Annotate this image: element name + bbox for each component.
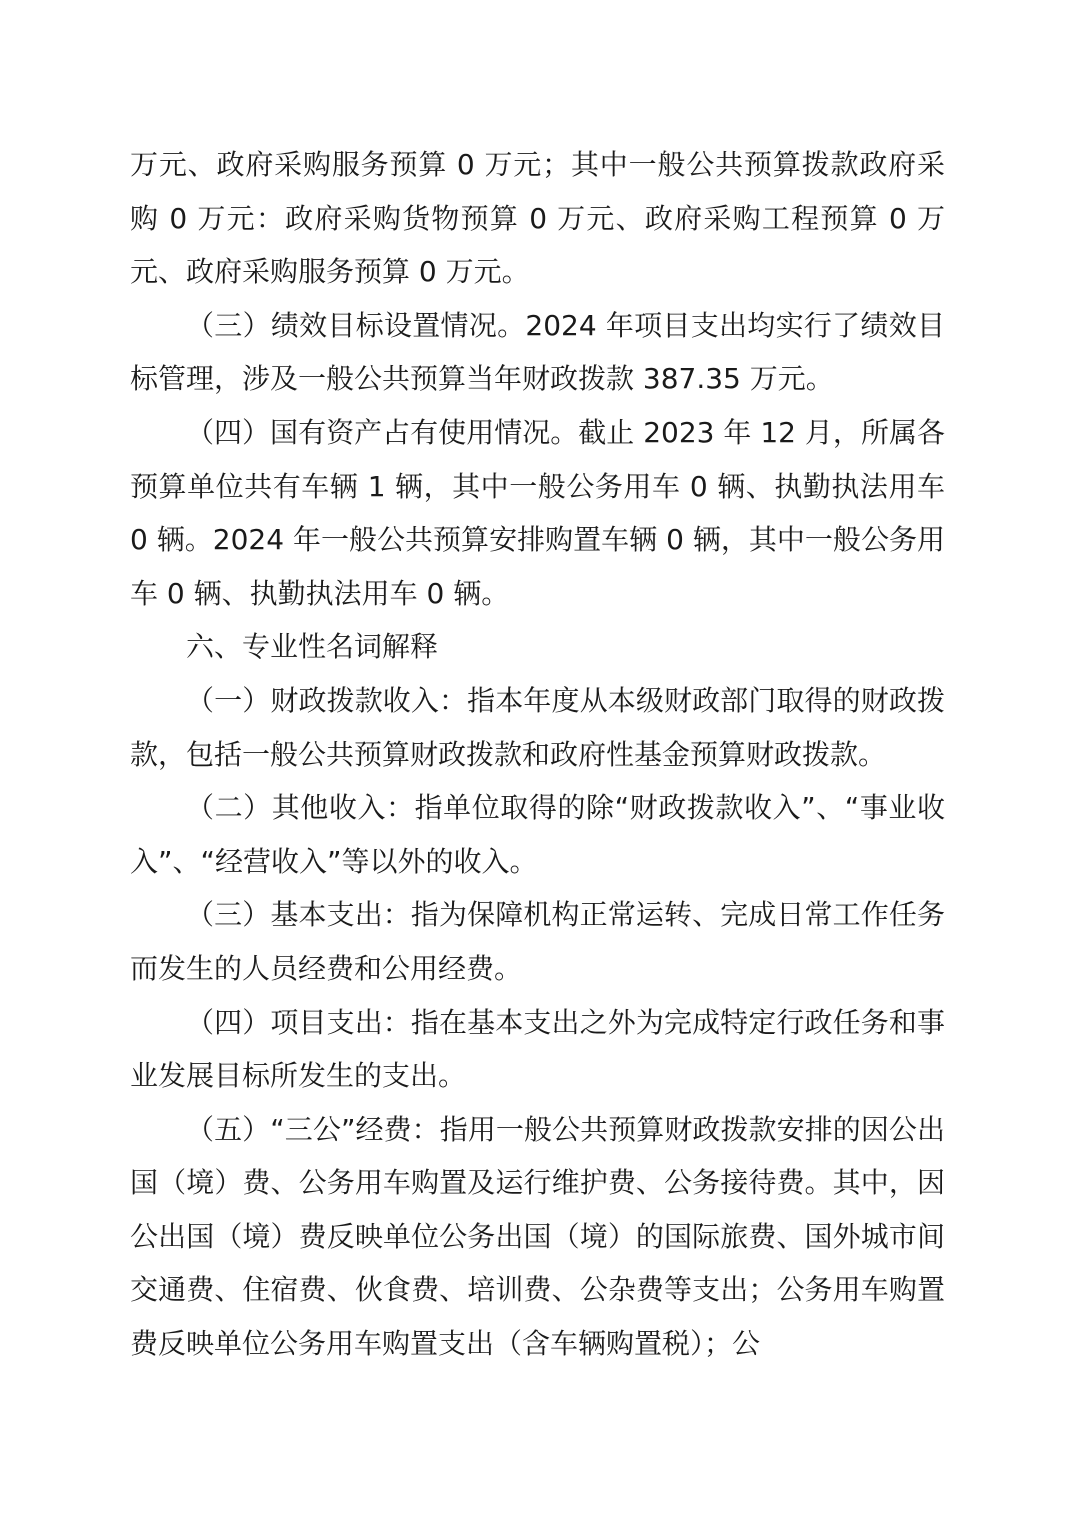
paragraph-state-assets: （四）国有资产占有使用情况。截止 2023 年 12 月，所属各预算单位共有车辆 1 辆，其中一般公务用车 0 辆、执勤执法用车 0 辆。2024 年一般公共预算安排购置车辆 0 辆，其中一般公务用车 0 辆、执勤执法用车 0 辆。 [130,415,945,610]
paragraph-performance-goals: （三）绩效目标设置情况。2024 年项目支出均实行了绩效目标管理，涉及一般公共预算当年财政拨款 387.35 万元。 [130,308,945,396]
document-body [130,138,945,1371]
paragraph-term-three-public-expenses: （五）“三公”经费：指用一般公共预算财政拨款安排的因公出国（境）费、公务用车购置及运行维护费、公务接待费。其中，因公出国（境）费反映单位公务出国（境）的国际旅费、国外城市间交通费、住宿费、伙食费、培训费、公杂费等支出；公务用车购置费反映单位公务用车购置支出（含车辆购置税）；公 [130,1112,945,1361]
paragraph-term-fiscal-income: （一）财政拨款收入：指本年度从本级财政部门取得的财政拨款，包括一般公共预算财政拨款和政府性基金预算财政拨款。 [130,683,945,771]
paragraph-term-basic-expenditure: （三）基本支出：指为保障机构正常运转、完成日常工作任务而发生的人员经费和公用经费。 [130,898,945,985]
section-heading-terms: 六、专业性名词解释 [186,630,439,664]
paragraph-procurement-budget: 万元、政府采购服务预算 0 万元；其中一般公共预算拨款政府采购 0 万元：政府采购货物预算 0 万元、政府采购工程预算 0 万元、政府采购服务预算 0 万元。 [130,148,945,289]
paragraph-term-other-income: （二）其他收入：指单位取得的除“财政拨款收入”、“事业收入”、“经营收入”等以外的收入。 [130,791,945,878]
paragraph-term-project-expenditure: （四）项目支出：指在基本支出之外为完成特定行政任务和事业发展目标所发生的支出。 [130,1005,945,1093]
